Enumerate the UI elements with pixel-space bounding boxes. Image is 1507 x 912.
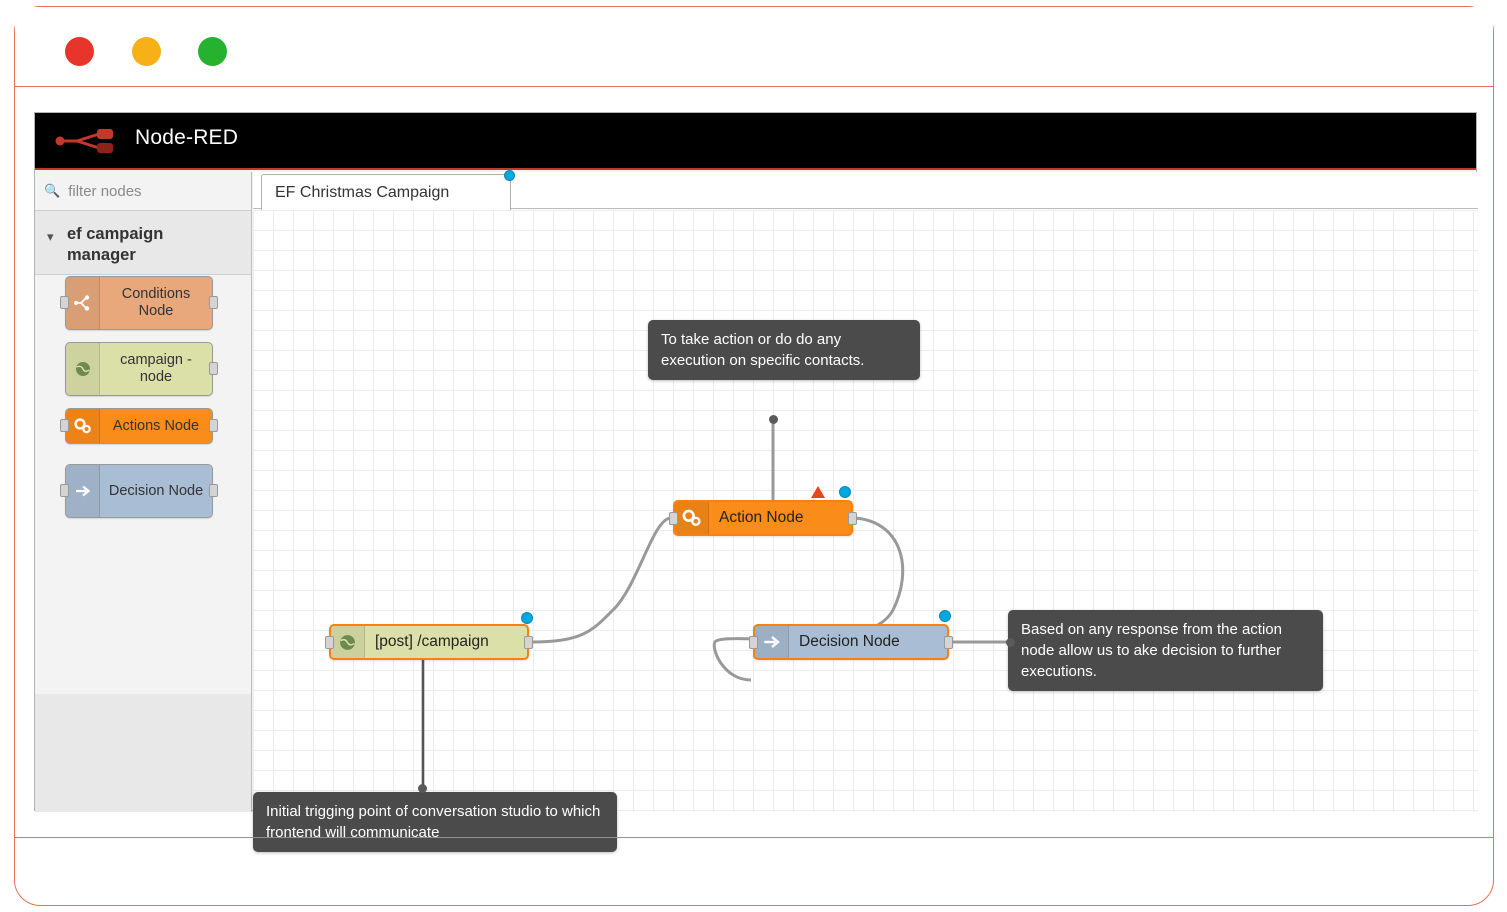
flow-node-decision[interactable]: [753, 624, 949, 660]
port-input[interactable]: [60, 484, 69, 497]
chevron-down-icon: ▾: [47, 229, 54, 244]
port-input[interactable]: [749, 636, 758, 649]
globe-icon: [331, 626, 365, 658]
browser-window: [14, 6, 1494, 906]
window-close-button[interactable]: [65, 37, 94, 66]
palette-category-ef-campaign-manager[interactable]: [35, 211, 251, 275]
node-red-app: [34, 112, 1477, 841]
search-input[interactable]: [66, 182, 236, 201]
port-output[interactable]: [848, 512, 857, 525]
palette-node-conditions[interactable]: [65, 276, 213, 330]
port-output[interactable]: [209, 419, 218, 432]
globe-icon: [66, 343, 100, 395]
node-selected-indicator: [939, 610, 951, 622]
port-input[interactable]: [325, 636, 334, 649]
flow-workspace: [253, 172, 1478, 841]
palette-category-label: ef campaign manager: [67, 225, 164, 264]
app-header: [35, 113, 1476, 170]
port-output[interactable]: [944, 636, 953, 649]
node-selected-indicator: [839, 486, 851, 498]
tab-unsaved-indicator: [504, 170, 515, 181]
note-decision: Based on any response from the action node allow us to ake decision to further executions.: [1008, 610, 1323, 691]
app-title: Node-RED: [135, 126, 239, 149]
flow-node-post-campaign[interactable]: [329, 624, 529, 660]
port-output[interactable]: [209, 362, 218, 375]
window-minimize-button[interactable]: [132, 37, 161, 66]
port-output[interactable]: [209, 296, 218, 309]
palette-node-label: Decision Node: [108, 482, 204, 499]
palette-footer: [35, 694, 251, 812]
window-titlebar: [15, 7, 1493, 87]
palette-search-bar[interactable]: [35, 172, 251, 211]
palette-node-actions[interactable]: [65, 408, 213, 444]
tab-label: EF Christmas Campaign: [275, 183, 450, 201]
flow-wires: [253, 210, 1478, 812]
palette-node-list: [35, 276, 251, 708]
tab-ef-christmas-campaign[interactable]: [261, 174, 511, 210]
node-selected-indicator: [521, 612, 533, 624]
note-action: To take action or do do any execution on specific contacts.: [648, 320, 920, 380]
note-initial-trigger: Initial trigging point of conversation studio to which frontend will communicate: [253, 792, 617, 852]
browser-content: [15, 88, 1493, 841]
flow-tabbar: [253, 172, 1478, 209]
note-anchor-dot: [1006, 638, 1015, 647]
warning-triangle-icon: [811, 486, 825, 498]
note-anchor-dot: [769, 415, 778, 424]
port-output[interactable]: [524, 636, 533, 649]
palette-node-label: Actions Node: [112, 417, 200, 434]
palette-node-label: Conditions Node: [121, 286, 191, 319]
gears-icon: [66, 409, 100, 443]
window-maximize-button[interactable]: [198, 37, 227, 66]
branch-icon: [66, 277, 100, 329]
palette-node-label: campaign - node: [120, 352, 192, 385]
window-bottom-divider: [15, 837, 1493, 838]
arrow-right-icon: [66, 465, 100, 517]
arrow-right-icon: [755, 626, 789, 658]
flow-node-action[interactable]: [673, 500, 853, 536]
palette-node-campaign[interactable]: [65, 342, 213, 396]
node-red-logo-icon: [55, 126, 125, 156]
flow-node-label: [post] /campaign: [375, 633, 489, 650]
node-palette: [35, 172, 252, 812]
flow-canvas[interactable]: [253, 210, 1478, 841]
port-input[interactable]: [60, 419, 69, 432]
search-icon: 🔍: [44, 183, 61, 198]
palette-node-decision[interactable]: [65, 464, 213, 518]
port-output[interactable]: [209, 484, 218, 497]
flow-node-label: Action Node: [719, 509, 804, 526]
gears-icon: [675, 502, 709, 534]
note-anchor-dot: [418, 784, 427, 793]
flow-node-label: Decision Node: [799, 633, 900, 650]
port-input[interactable]: [669, 512, 678, 525]
port-input[interactable]: [60, 296, 69, 309]
